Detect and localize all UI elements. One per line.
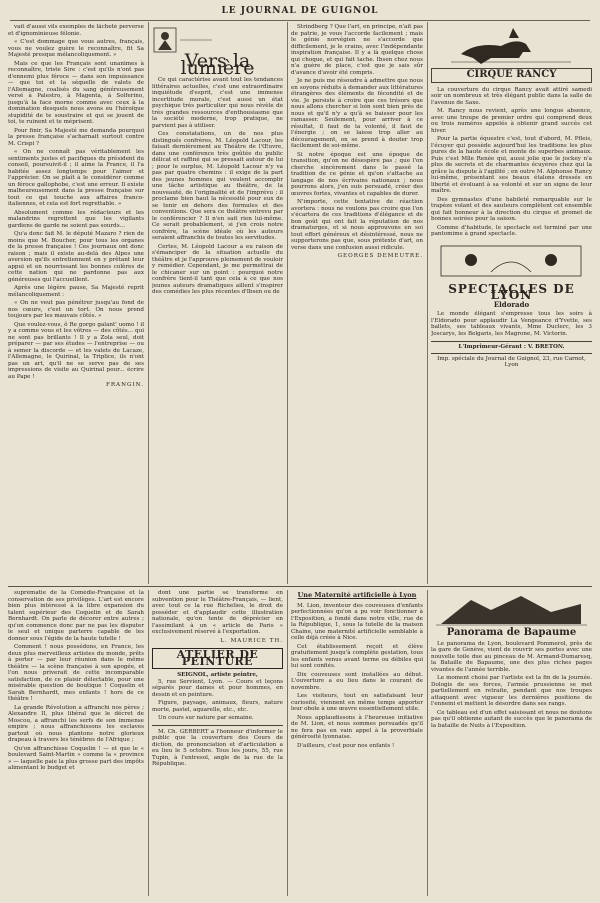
paragraph: Le moment choisi par l'artiste est la fin de la journée. Dologis de ses forces, l'armée prussienne se met partiellement en retraite, pendant que nos troupes attaquent avec vigueur les dernières positions de l'ennemi et mettent le désordre dans ses rangs.	[431, 675, 592, 707]
paragraph: Si notre époque est une époque de transition, qu'on ne désespère pas ; que l'on cherche sincèrement dans le passé la tradition de ce génie et qu'on s'attache au langage de nos écrivains nationaux ; nous pourrons alors, j'en suis persuadé, créer des œuvres fortes, vivantes et capables de durer.	[291, 151, 423, 197]
paragraph: Figure, paysage, animaux, fleurs, nature morte, pastel, aquarelle, etc., etc.	[152, 700, 283, 713]
paragraph: « C'est dommage que vous autres, français, vous ne voulez guère le reconnaître, fit Sa Majesté presque mélancoliquement. »	[8, 39, 144, 58]
cirque-title: CIRQUE RANCY	[431, 68, 592, 83]
paragraph: Dix couveuses sont installées au début. L'ouverture a eu lieu dans le courant de novembre.	[291, 671, 423, 691]
bottom-column-4	[431, 590, 592, 896]
vignette-illustration	[152, 24, 283, 56]
section-divider	[8, 586, 592, 587]
paragraph: Ces constatations, un de nos plus distingués confrères, M. Léopold Lacour, les faisait dernièrement au Théâtre de l'Œuvre, dans une conférence très goûtée du public délicat et raffiné qui se pressait autour de lui ; pour le surplus, M. Léopold Lacour n'y va pas par quatre chemins : il exige de la part des jeunes hommes qui veulent accomplir une tâche artistique au théâtre, de la nouveauté, de l'originalité et de l'imprévu ; il proclame bien haut la nécessité pour eux de se tenir en dehors des formules et des conventions. Que sera ce théâtre entrevu par le conférencier ? Il n'en sait rien lui-même. Ce serait probablement, si j'en crois notre confrère, la scène idéale où les auteurs seraient affranchis de toutes les servitudes.	[152, 131, 283, 241]
paragraph: Le monde élégant s'empresse tous les soirs à l'Eldorado pour applaudir La Vengeance d'Yvette, ses ballets, ses tableaux vivants, Mme Duclerc, les 3 Joscarys, les Belgaris, les Magrone, M. Victorin.	[431, 311, 592, 337]
article-column-4	[431, 24, 592, 584]
paragraph: Des gymnastes d'une habileté remarquable sur le trapèze volant et des sauteurs complètent cet ensemble qui fait honneur à la direction du cirque et promet de bonnes soirées pour la saison.	[431, 196, 592, 222]
paragraph: Nous applaudissons à l'heureuse initiative de M. Lion, et nous sommes persuadés qu'il ne fera pas en vain appel à la proverbiale générosité lyonnaise.	[291, 714, 423, 740]
article-signature: FRANGIN.	[105, 382, 144, 388]
paragraph: La couverture du cirque Rancy avait attiré samedi soir un nombreux et très élégant public dans la salle de l'avenue de Saxe.	[431, 86, 592, 106]
column-rule	[287, 590, 288, 896]
paragraph: Absolument comme les rédacteurs et les malandrins regrettent que les vigilants gardiens de garde ne soient pas sourds...	[8, 209, 144, 229]
soldiers-icon	[431, 590, 592, 628]
paragraph: « On ne connaît pas véritablement les sentiments justes et pacifiques du président du conseil, poursuivit-il ; il aime la France, il l'a habitée assez longtemps pour l'aimer et l'apprécier. On se plaît à le considérer comme un féroce gallophobe, c'est une erreur. Il existe malheureusement dans la presse française sur tout ce qui touche aux affaires franco-italiennes, et cela est fort regrettable. »	[8, 149, 144, 207]
paragraph: Pour la partie équestre c'est, tout d'abord, M. Pfleis, l'écuyer qui possède aujourd'hui les traditions les plus pures de la haute école et monte de superbes animaux. Puis c'est Mlle Renée qui, aussi jolie que le jockey n'a plus de secrets et de charmantes écuyères chez qui la grâce la dispute à l'agilité ; en outre M. Alphonse Rancy lui-même, présentant ses beaux étalons dressés en liberté et évoluant à sa volonté et sur un signe de leur maître.	[431, 136, 592, 194]
paragraph: 5, rue Servient, Lyon. — Cours et leçons séparés pour dames et pour hommes, en dessin et en peinture.	[152, 678, 283, 698]
paragraph: Je ne puis me résoudre à admettre que nous en soyons réduits à demander aux littératures étrangères des éléments de fécondité et de vie. Je persiste à croire que ces trésors que nous allons chercher si loin sont bien près de nous et qu'il n'y a qu'à se baisser pour les ramasser. Seulement, pour arriver à ce résultat, il faut de la volonté, il faut de l'énergie ; on se laisse trop aller au découragement, on se prend à douter trop facilement de soi-même.	[291, 78, 423, 149]
column-rule	[287, 22, 288, 584]
paragraph: Certes, M. Léopold Lacour a eu raison de s'émanciper de la situation actuelle du théâtre et je l'approuve pleinement de vouloir y remédier. Cependant, je me permettrai de le chicaner sur un point : pourquoi notre confrère tient-il tant que cela à ce que nos jeunes auteurs dramatiques aillent s'inspirer des comédies les plus récentes d'Ibsen ou de	[152, 243, 283, 295]
bottom-column-1	[8, 590, 144, 896]
paragraph: Strindberg ? Que l'art, en principe, n'ait pas de patrie, je vous l'accorde facilement ; mais le génie norvégien ne s'accorde que difficilement, je le crains, avec l'indépendante inspiration française. Il y a là quelque chose qui choque, et qui fait tache. Ibsen chez nous n'a guère de place, c'est que je sais sûr d'avance d'avoir été compris.	[291, 24, 423, 76]
seignol-name: SEIGNOL, artiste peintre,	[177, 672, 258, 678]
article-column-1	[8, 24, 144, 584]
paragraph: M. Ch. GERBERT a l'honneur d'informer le public que la couverture des Cours de diction, de prononciation et d'articulation a eu lieu le 5 octobre. Tous les jours, 55, rue Tupin, à l'entresol, angle de la rue de la République.	[152, 728, 283, 767]
article-signature: GEORGES DEMEUTRE.	[337, 253, 423, 259]
paragraph: Après une légère pause, Sa Majesté reprit mélancoliquement :	[8, 285, 144, 298]
paragraph: M. Lion, inventeur des couveuses d'enfants perfectionnées qu'on a pu voir fonctionner à l'Exposition, a fondé dans notre ville, rue de la République, 1, sous la tutelle de la maison Chaine, une maternité artificielle semblable à celle déjà créée à Nice.	[291, 602, 423, 641]
theatre-illustration	[431, 242, 592, 282]
paragraph: Pour finir, Sa Majesté me demanda pourquoi la presse française s'acharnait surtout contre M. Crispi ?	[8, 127, 144, 147]
paragraph: Qu'a donc fait M. le député Mazaro ? rien de moins que M. Boucher, pour tous les organes de la presse française ! Ces journaux ont donc raison ; mais il existe au-delà des Alpes une aversion qu'ils entretiennent en y prêtant leur appui et en nourrissant les bonnes colères de cette nation qui ne pardonne pas aux généreuses qui l'accueillent.	[8, 231, 144, 283]
maternite-title: Une Maternité artificielle à Lyon	[297, 591, 417, 599]
column-rule	[148, 22, 149, 584]
paragraph: Qu'on affranchisse Coquelin ! — et que le « boulevard Saint-Martin » comme la « province » — laquelle paie la plus grosse part des impôts alimentant le budget et	[8, 745, 144, 771]
article-signature: L. MAURICE TH.	[220, 637, 283, 644]
gerant-line: L'Imprimeur-Gérant : V. BRETON.	[431, 341, 592, 351]
paragraph: Les visiteurs, tout en satisfaisant leur curiosité, viennent en même temps apporter leur obole à une œuvre essentiellement utile.	[291, 693, 423, 712]
panorama-illustration	[431, 590, 592, 628]
paragraph: Le panorama de Lyon, boulevard Pommerol, près de la gare de Genève, vient de rouvrir ses portes avec une nouvelle toile due au pinceau de M. Armand-Dumaresq, la Bataille de Bapaume, une des plus riches pages vivantes de l'année terrible.	[431, 640, 592, 673]
article-column-3	[291, 24, 423, 584]
guignol-vignette-icon	[152, 24, 283, 56]
paragraph: Un cours sur nature par semaine.	[158, 715, 254, 721]
paragraph: D'ailleurs, c'est pour nos enfants !	[297, 742, 395, 749]
paragraph: « On ne veut pas pénétrer jusqu'au fond de nos cœurs, c'est un tort. On nous prend toujours par les mauvais côtés. »	[8, 300, 144, 319]
bottom-column-3	[291, 590, 423, 896]
horse-rider-icon	[431, 24, 592, 68]
paragraph: Cet établissement reçoit et élève gratuitement jusqu'à complète gestation, tous les enfants venus avant terme ou débiles qui lui sont confiés.	[291, 643, 423, 669]
paragraph: Ce qui caractérise avant tout les tendances littéraires actuelles, c'est une extraordinaire inquiétude d'esprit, c'est une immense incertitude morale, c'est aussi un état psychique très particulier qui nous révèle de très grandes ressources d'enthousiasme que la société moderne, trop pratique, ne parvient pas à utiliser.	[152, 77, 283, 129]
puppet-theatre-icon	[431, 242, 592, 282]
article-title: Vers la lumière	[180, 50, 255, 79]
paragraph: suprématie de la Comédie-Française et la conservation de ses privilèges. L'art est encore bien plus intéressé à la libre expansion du talent supérieur des Coquelin et de Sarah Bernhardt. On parle de décorer entre autres ; qu'on commence donc par ne pas les disputer le seul et unique parterre capable de les donner sous l'égide de la haute tutelle !	[8, 590, 144, 642]
journal-title: LE JOURNAL DE GUIGNOL	[221, 6, 379, 16]
eldorado-title: Eldorado	[493, 299, 530, 309]
paragraph: Ce tableau est d'un effet saisissant et nous ne doutons pas qu'il obtienne autant de succès que le panorama de la bataille de Nuits à l'Exposition.	[431, 709, 592, 729]
panorama-title: Panorama de Bapaume	[446, 627, 577, 638]
paragraph: dont une partie se transforme en subvention pour le Théâtre-Français, — lient, avec tout ce la rue Richelieu, le droit de posséder et d'applaudir cette illustration nationale, qu'on tente de déprécier en l'assimilant à un « article de Paris » exclusivement réservé à l'exportation.	[152, 590, 283, 635]
column-rule	[148, 590, 149, 896]
paragraph: La grande Révolution a affranchi nos pères ; Alexandre II, plus libéral que le décret de Moscou, a affranchi les serfs de son immense empire ; nous affranchissons les esclaves partout où nous plantons notre glorieux drapeau à travers les ténèbres de l'Afrique ;	[8, 704, 144, 743]
article-column-2	[152, 24, 283, 584]
imprimerie-line: Imp. spéciale du Journal de Guignol, 23, rue Carnot, Lyon	[431, 353, 592, 369]
column-rule	[427, 22, 428, 584]
paragraph: Comment ! nous possédons, en France, les deux plus merveilleux artistes du monde, prêts à porter — par leur réunion dans le même théâtre — la scène française à son apogée, et l'on nous priverait de cette incomparable satisfaction, de ce plaisir délectable, pour une misérable question de boutique ! Coquelin et Sarah Bernhardt, mes enfants ! hors de ce théâtre !	[8, 644, 144, 702]
divider	[152, 725, 283, 726]
paragraph: Que voulez-vous, ô Re gorgo galant' uomo ! il y a comme vous et les vôtres — des côtés... qui ne sont pas brillants ! Il y a Zola seul, doit préparer — par ses études — l'entreprise — ou à semer la discorde — et les valets de Lacaze, l'Allemagne, le Quirinal, la Triplice, ils n'ont pas un art, qu'il ne se serve pas de ses impressions de visite au Quirinal pour... écrire au Pape !	[8, 321, 144, 380]
column-rule	[427, 590, 428, 896]
page-header	[10, 6, 590, 21]
paragraph: Comme d'habitude, le spectacle est terminé par une pantomime à grand spectacle.	[431, 224, 592, 237]
atelier-title: ATELIER DE PEINTURE	[152, 648, 283, 669]
spectacles-title: SPECTACLES DE LYON	[448, 281, 575, 302]
paragraph: M. Rancy nous revient, après une longue absence, avec une troupe de premier ordre qui comprend deux ou trois numéros appelés à obtenir grand succès cet hiver.	[431, 108, 592, 134]
paragraph: vait d'aussi vils exemples de lâcheté perverse et d'ignominieuse félonie.	[8, 24, 144, 37]
paragraph: N'importe, cette tentative de réaction avortera : nous ne voulons pas croire que l'on s'écartera de ces traditions d'élégance et de bon goût qui ont fait la réputation de nos dramaturges, et si nous approuvons en soi tout effort généreux et désintéressé, nous ne supporterons pas que, sous prétexte d'art, on verse dans une confusion aussi ridicule.	[291, 199, 423, 251]
circus-illustration	[431, 24, 592, 68]
bottom-column-2	[152, 590, 283, 896]
paragraph: Mais ce que les Français sont unanimes à reconnaître, triste Sire : c'est qu'ils n'ont pas d'ennemi plus féroce — dans son impuissance — que toi et la séquelle de valets de l'Allemagne, coalisés du sang généreusement versé à Palestro, à Magenta, à Solferino, jusqu'à la face morne comme avec ceux à la domination desquels nous avons eu l'héroïque stupidité de te soustraire et qui se jouent de toi, te ruinent et te méprisent.	[8, 60, 144, 125]
